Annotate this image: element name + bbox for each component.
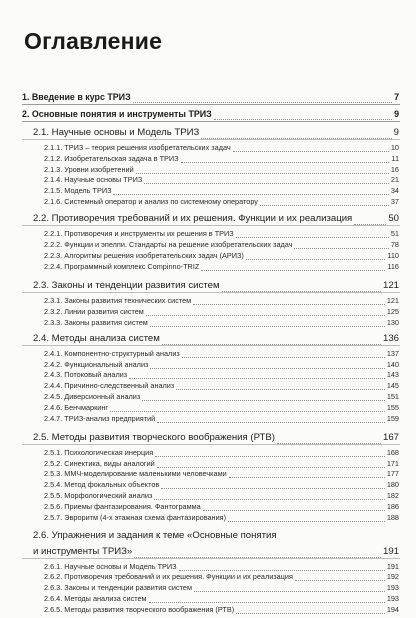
toc-entry[interactable] bbox=[0, 280, 416, 293]
toc-entry-page: 188 bbox=[386, 513, 399, 522]
toc-entry-title: 2.1.1. ТРИЗ – теория решения изобретательских задач bbox=[44, 143, 231, 152]
dot-leader bbox=[179, 569, 385, 571]
toc-entry-title: и инструменты ТРИЗ» bbox=[33, 546, 133, 557]
toc-entry[interactable] bbox=[0, 186, 416, 196]
dot-leader bbox=[150, 325, 385, 327]
dot-leader bbox=[246, 258, 385, 260]
toc-entry[interactable] bbox=[0, 262, 416, 272]
toc-entry[interactable] bbox=[0, 491, 416, 501]
toc-entry-title: 2.6.3. Законы и тенденции развития систем bbox=[44, 583, 192, 592]
toc-entry-page: 191 bbox=[386, 562, 399, 571]
toc-entry-title: 2.2. Противоречия требований и их решения. Функции и их реализация bbox=[33, 213, 353, 224]
toc-entry-page: 121 bbox=[382, 280, 399, 291]
toc-entry-page: 193 bbox=[386, 594, 399, 603]
toc-entry[interactable] bbox=[0, 251, 416, 261]
toc-entry-title: 2.1.6. Системный оператор и анализ по системному оператору bbox=[44, 197, 258, 206]
toc-entry-page: 186 bbox=[386, 502, 399, 511]
toc-entry-page: 182 bbox=[386, 491, 399, 500]
dot-leader bbox=[146, 314, 385, 316]
toc-entry[interactable] bbox=[0, 296, 416, 306]
toc-entry-page: 143 bbox=[386, 370, 399, 379]
toc-entry-page: 130 bbox=[386, 318, 399, 327]
toc-entry-page: 50 bbox=[388, 213, 399, 224]
dot-leader bbox=[144, 182, 389, 184]
toc-entry-page: 167 bbox=[382, 432, 399, 443]
toc-entry-page: 116 bbox=[387, 262, 399, 271]
toc-entry[interactable] bbox=[0, 546, 416, 559]
dot-leader bbox=[182, 356, 385, 358]
toc-entry-title: 2.4.3. Потоковый анализ bbox=[44, 370, 128, 379]
toc-entry[interactable] bbox=[0, 448, 416, 458]
dot-leader bbox=[214, 118, 392, 120]
toc-entry[interactable] bbox=[0, 307, 416, 317]
toc-entry[interactable] bbox=[0, 165, 416, 175]
toc-entry-title: 1. Введение в курс ТРИЗ bbox=[22, 92, 131, 102]
dot-leader bbox=[201, 269, 385, 271]
section-divider bbox=[22, 104, 400, 105]
dot-leader bbox=[149, 601, 385, 603]
dot-leader bbox=[150, 367, 385, 369]
dot-leader bbox=[228, 520, 385, 522]
dot-leader bbox=[110, 410, 385, 412]
dot-leader bbox=[176, 388, 385, 390]
toc-entry-title: 2.6.2. Противоречия требований и их решения. Функции и их реализация bbox=[44, 572, 293, 581]
dot-leader bbox=[233, 150, 389, 152]
page-title: Оглавление bbox=[24, 28, 163, 54]
toc-entry-title: 2.1.2. Изобретательская задача в ТРИЗ bbox=[44, 154, 179, 163]
dot-leader bbox=[229, 476, 385, 478]
toc-entry-page: 192 bbox=[386, 572, 399, 581]
toc-entry[interactable] bbox=[0, 594, 416, 604]
toc-entry[interactable] bbox=[0, 109, 416, 121]
dot-leader bbox=[162, 343, 381, 345]
toc-entry[interactable] bbox=[0, 530, 416, 543]
dot-leader bbox=[129, 377, 385, 379]
dot-leader bbox=[155, 455, 385, 457]
dot-leader bbox=[154, 498, 385, 500]
toc-entry-title: 2.5.7. Эвроритм (4-х этажная схема фантазирования) bbox=[44, 513, 227, 522]
toc-entry-page: 51 bbox=[390, 229, 399, 238]
toc-entry[interactable] bbox=[0, 392, 416, 402]
toc-entry[interactable] bbox=[0, 381, 416, 391]
toc-entry-page: 34 bbox=[390, 186, 399, 195]
toc-entry[interactable] bbox=[0, 333, 416, 346]
toc-entry-page: 110 bbox=[387, 251, 399, 260]
toc-entry-title: 2.6.5. Методы развития творческого воображения (РТВ) bbox=[44, 605, 235, 614]
toc-entry-title: 2.2.3. Алгоритмы решения изобретательских задач (АРИЗ) bbox=[44, 251, 244, 260]
toc-entry[interactable] bbox=[0, 414, 416, 424]
dot-leader bbox=[193, 303, 385, 305]
toc-entry[interactable] bbox=[0, 154, 416, 164]
dot-leader bbox=[201, 137, 392, 139]
toc-entry-title: 2.4.4. Причинно-следственный анализ bbox=[44, 381, 175, 390]
toc-entry-page: 145 bbox=[386, 381, 399, 390]
toc-entry[interactable] bbox=[0, 432, 416, 445]
toc-entry-title: 2.2.4. Программный комплекс Compinno-TRIZ bbox=[44, 262, 200, 271]
toc-entry[interactable] bbox=[0, 92, 416, 104]
toc-entry-page: 155 bbox=[386, 403, 399, 412]
toc-entry-page: 16 bbox=[390, 165, 399, 174]
toc-entry-title: 2.3.2. Линии развития систем bbox=[44, 307, 144, 316]
toc-entry[interactable] bbox=[0, 583, 416, 593]
dot-leader bbox=[157, 466, 385, 468]
toc-entry-page: 194 bbox=[386, 605, 399, 614]
toc-entry-page: 125 bbox=[386, 307, 399, 316]
toc-entry[interactable] bbox=[0, 469, 416, 479]
toc-entry[interactable] bbox=[0, 403, 416, 413]
toc-entry-page: 180 bbox=[386, 480, 399, 489]
toc-entry[interactable] bbox=[0, 349, 416, 359]
dot-leader bbox=[136, 172, 389, 174]
toc-entry-page: 9 bbox=[393, 127, 399, 138]
toc-entry[interactable] bbox=[0, 213, 416, 226]
toc-entry-title: 2.1.4. Научные основы ТРИЗ bbox=[44, 175, 143, 184]
dot-leader bbox=[203, 509, 385, 511]
toc-entry-title: 2.5.4. Метод фокальных объектов bbox=[44, 480, 160, 489]
toc-entry[interactable] bbox=[0, 459, 416, 469]
toc-entry-title: 2.3.1. Законы развития технических систем bbox=[44, 296, 192, 305]
toc-entry-title: 2.1. Научные основы и Модель ТРИЗ bbox=[33, 127, 200, 138]
section-divider bbox=[22, 121, 400, 122]
toc-entry-title: 2.5.5. Морфологический анализ bbox=[44, 491, 153, 500]
dot-leader bbox=[161, 487, 385, 489]
toc-entry-title: 2.6.1. Научные основы и Модель ТРИЗ bbox=[44, 562, 177, 571]
toc-entry[interactable] bbox=[0, 605, 416, 615]
toc-entry-title: 2.5.3. ММЧ-моделирование маленькими человечками bbox=[44, 469, 227, 478]
dot-leader bbox=[181, 161, 389, 163]
toc-entry[interactable] bbox=[0, 143, 416, 153]
toc-entry-title: 2.5. Методы развития творческого воображения (РТВ) bbox=[33, 432, 276, 443]
toc-entry-page: 136 bbox=[382, 333, 399, 344]
toc-entry-title: 2.2.1. Противоречия и инструменты их решения в ТРИЗ bbox=[44, 229, 234, 238]
dot-leader bbox=[157, 421, 385, 423]
toc-entry-page: 78 bbox=[390, 240, 399, 249]
dot-leader bbox=[134, 556, 381, 558]
toc-entry-page: 37 bbox=[390, 197, 399, 206]
toc-entry[interactable] bbox=[0, 240, 416, 250]
toc-entry[interactable] bbox=[0, 127, 416, 140]
toc-entry-page: 137 bbox=[386, 349, 399, 358]
dot-leader bbox=[277, 442, 381, 444]
toc-entry[interactable] bbox=[0, 175, 416, 185]
toc-entry[interactable] bbox=[0, 370, 416, 380]
toc-entry-title: 2.5.1. Психологическая инерция bbox=[44, 448, 154, 457]
toc-entry-title: 2.4. Методы анализа систем bbox=[33, 333, 160, 344]
toc-entry-title: 2.4.1. Компонентно-структурный анализ bbox=[44, 349, 180, 358]
toc-entry[interactable] bbox=[0, 360, 416, 370]
toc-entry-title: 2. Основные понятия и инструменты ТРИЗ bbox=[22, 109, 212, 119]
toc-entry-title: 2.6.4. Методы анализа систем bbox=[44, 594, 147, 603]
dot-leader bbox=[142, 399, 385, 401]
toc-entry-title: 2.4.7. ТРИЗ-анализ предприятий bbox=[44, 414, 156, 423]
toc-entry-title: 2.4.6. Бенчмаркинг bbox=[44, 403, 109, 412]
toc-entry-title: 2.3. Законы и тенденции развития систем bbox=[33, 280, 220, 291]
toc-entry-page: 168 bbox=[386, 448, 399, 457]
toc-entry-page: 11 bbox=[391, 154, 399, 163]
toc-entry[interactable] bbox=[0, 502, 416, 512]
dot-leader bbox=[236, 612, 385, 614]
toc-entry-title: 2.3.3. Законы развития систем bbox=[44, 318, 148, 327]
toc-entry[interactable] bbox=[0, 562, 416, 572]
dot-leader bbox=[133, 101, 392, 103]
toc-entry-title: 2.1.3. Уровни изобретений bbox=[44, 165, 134, 174]
toc-entry[interactable] bbox=[0, 572, 416, 582]
toc-entry-page: 21 bbox=[390, 175, 399, 184]
dot-leader bbox=[354, 223, 386, 225]
toc-entry-page: 140 bbox=[386, 360, 399, 369]
toc-entry[interactable] bbox=[0, 480, 416, 490]
toc-entry-page: 159 bbox=[386, 414, 399, 423]
toc-entry-page: 171 bbox=[386, 459, 399, 468]
toc-entry-page: 10 bbox=[390, 143, 399, 152]
toc-entry-page: 177 bbox=[386, 469, 399, 478]
toc-entry-title: 2.2.2. Функции и эпелпи. Стандарты на решение изобретательских задач bbox=[44, 240, 293, 249]
toc-entry[interactable] bbox=[0, 513, 416, 523]
toc-entry[interactable] bbox=[0, 197, 416, 207]
dot-leader bbox=[294, 247, 389, 249]
toc-entry-title: 2.6. Упражнения и задания к теме «Основные понятия bbox=[33, 530, 277, 541]
dot-leader bbox=[295, 579, 385, 581]
toc-entry-title: 2.4.2. Функциональный анализ bbox=[44, 360, 149, 369]
dot-leader bbox=[260, 204, 389, 206]
toc-entry-page: 193 bbox=[386, 583, 399, 592]
toc-entry[interactable] bbox=[0, 229, 416, 239]
dot-leader bbox=[113, 193, 389, 195]
toc-entry-page: 7 bbox=[394, 92, 399, 102]
toc-entry[interactable] bbox=[0, 318, 416, 328]
dot-leader bbox=[236, 236, 389, 238]
toc-entry-title: 2.4.5. Диверсионный анализ bbox=[44, 392, 141, 401]
toc-entry-title: 2.5.6. Приемы фантазирования. Фантограмма bbox=[44, 502, 201, 511]
toc-entry-page: 121 bbox=[386, 296, 399, 305]
dot-leader bbox=[222, 290, 381, 292]
toc-entry-page: 191 bbox=[382, 546, 399, 557]
toc-entry-page: 9 bbox=[394, 109, 399, 119]
toc-entry-title: 2.1.5. Модель ТРИЗ bbox=[44, 186, 112, 195]
dot-leader bbox=[194, 590, 385, 592]
toc-entry-page: 151 bbox=[386, 392, 399, 401]
toc-entry-title: 2.5.2. Синектика, виды аналогий bbox=[44, 459, 155, 468]
